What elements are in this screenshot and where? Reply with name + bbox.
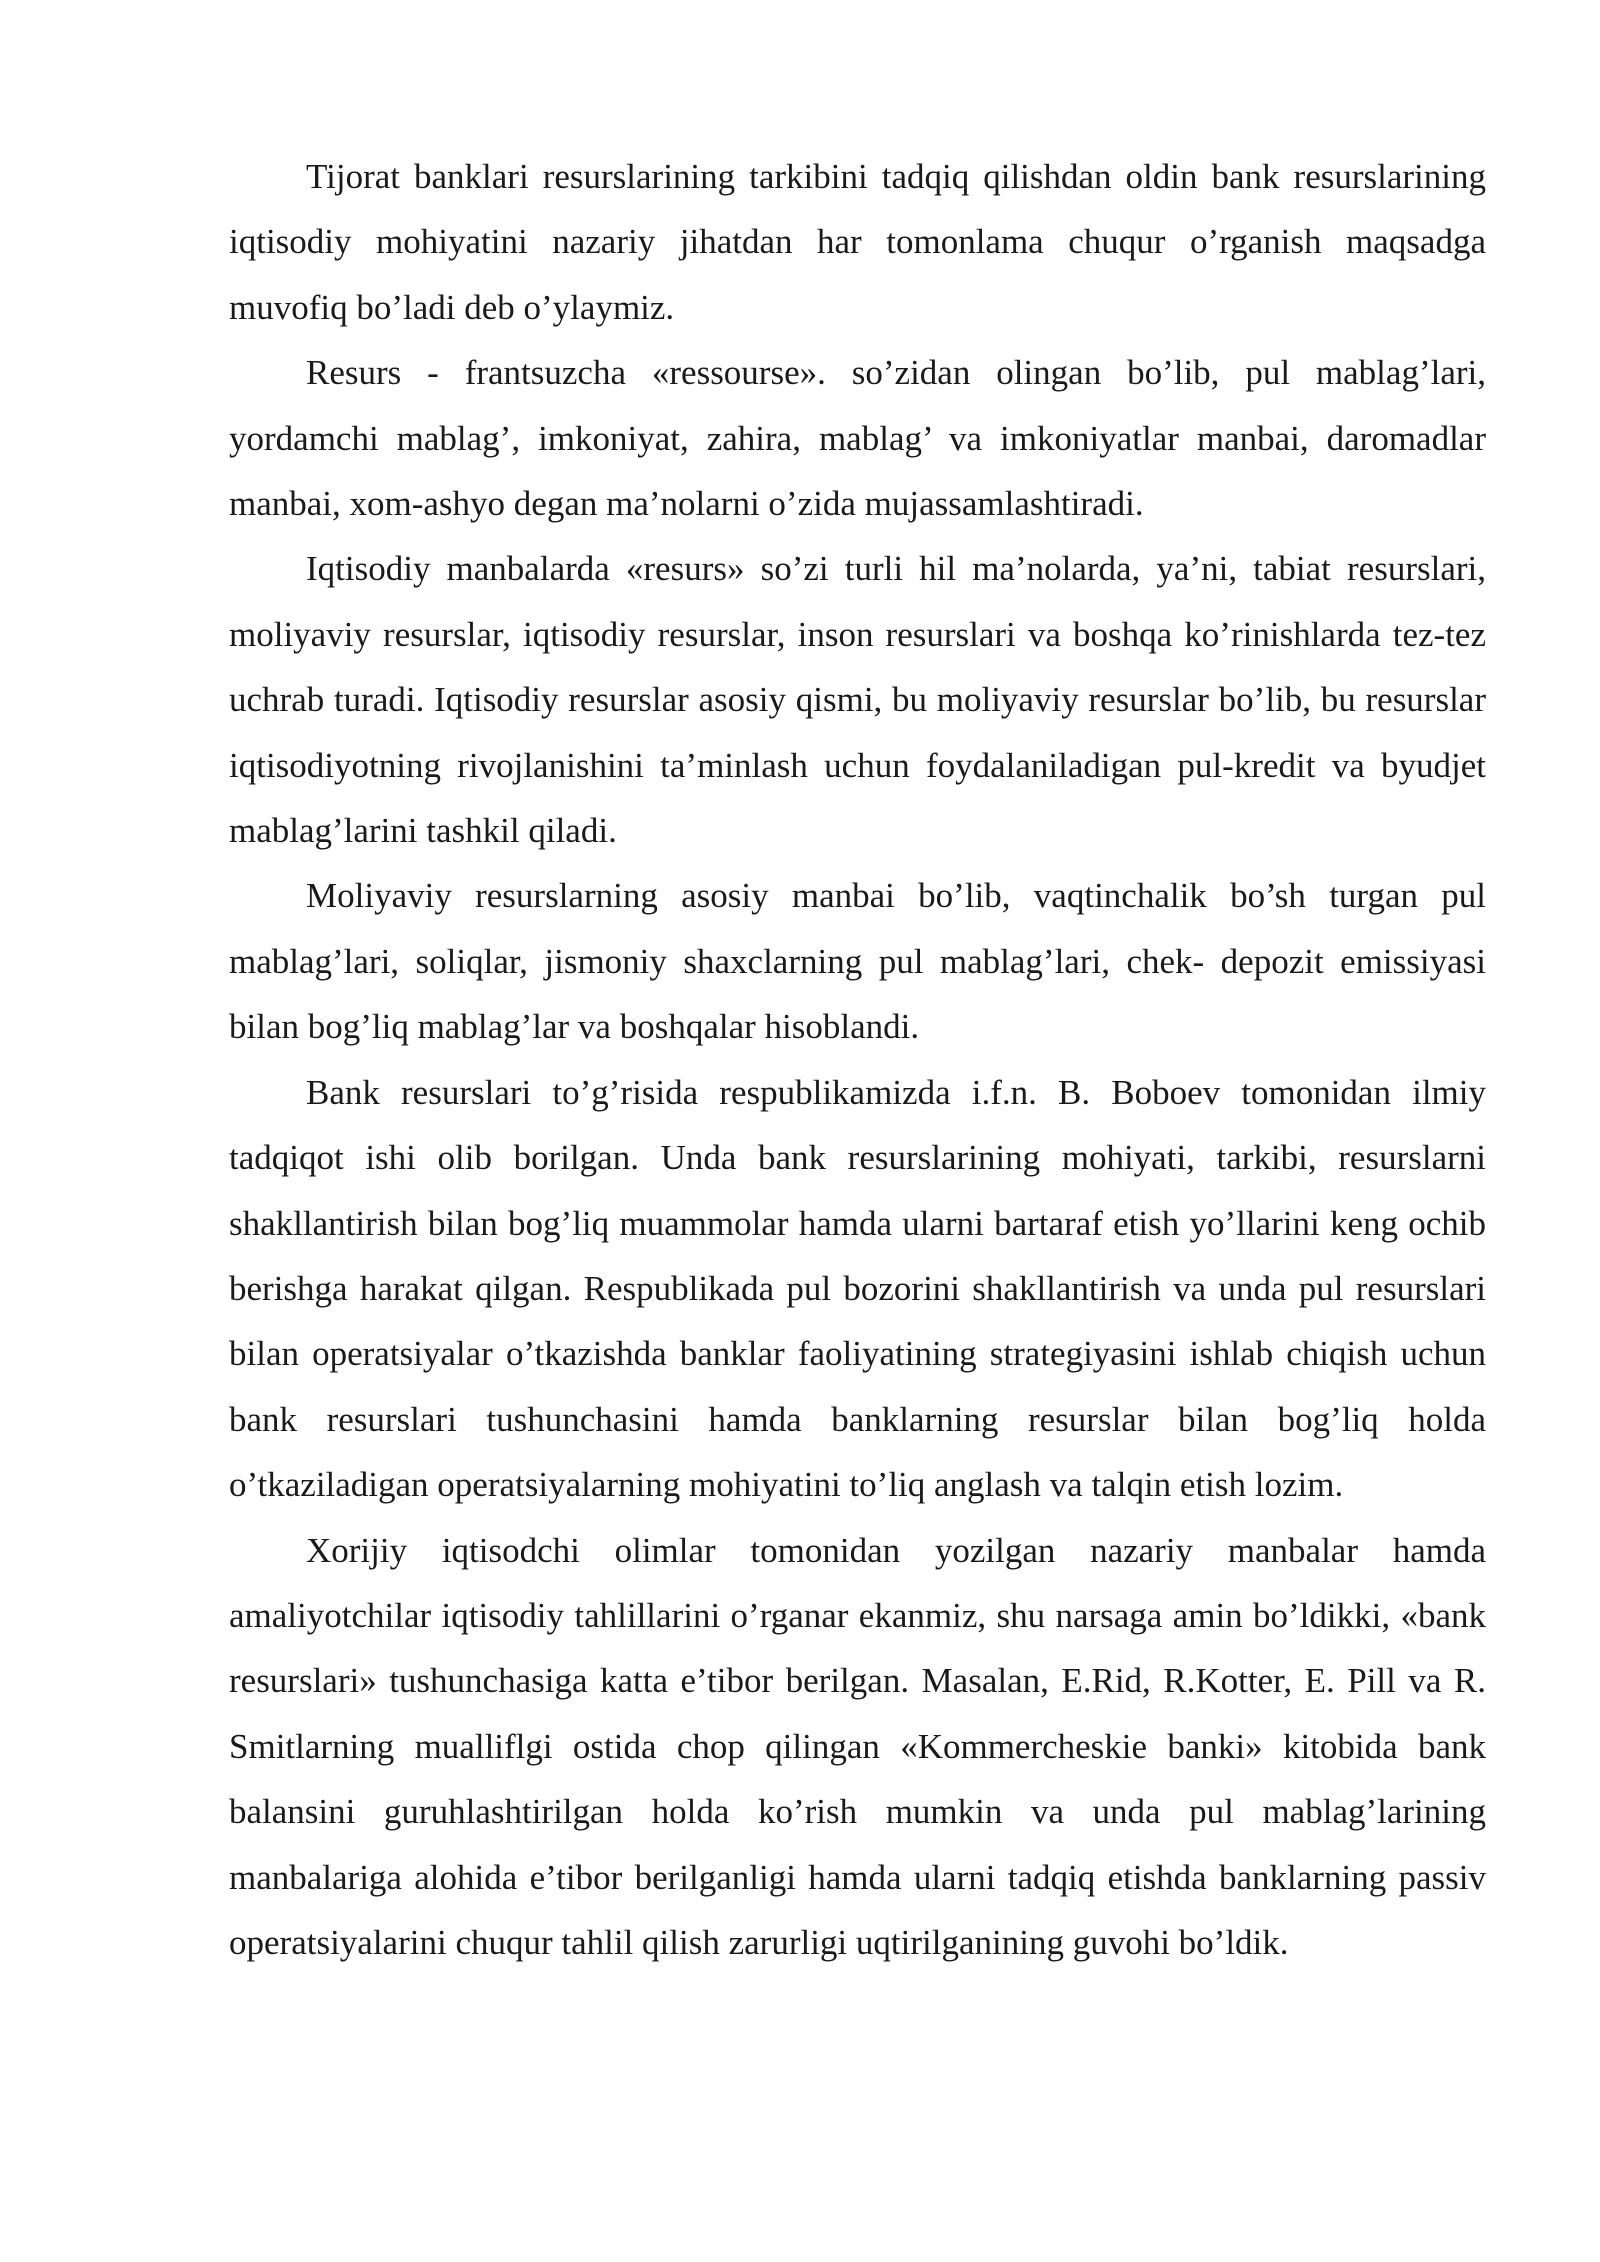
paragraph-1: Tijorat banklari resurslarining tarkibini tadqiq qilishdan oldin bank resurslarining iqtisodiy mohiyatini nazariy jihatdan har tomonlama chuqur o’rganish maqsadga muvofiq bo’ladi deb o’ylaymiz. [229,157,1486,327]
paragraph-3: Iqtisodiy manbalarda «resurs» so’zi turli hil ma’nolarda, ya’ni, tabiat resurslari, moliyaviy resurslar, iqtisodiy resurslar, inson resurslari va boshqa ko’rinishlarda tez-tez uchrab turadi. Iqtisodiy resurslar asosiy qismi, bu moliyaviy resurslar bo’lib, bu resurslar iqtisodiyotning rivojlanishini ta’minlash uchun foydalaniladigan pul-kredit va byudjet mablag’larini tashkil qiladi. [229,549,1486,851]
paragraph-5: Bank resurslari to’g’risida respublikamizda i.f.n. B. Boboev tomonidan ilmiy tadqiqot ishi olib borilgan. Unda bank resurslarining mohiyati, tarkibi, resurslarni shakllantirish bilan bog’liq muammolar hamda ularni bartaraf etish yo’llarini keng ochib berishga harakat qilgan. Respublikada pul bozorini shakllantirish va unda pul resurslari bilan operatsiyalar o’tkazishda banklar faoliyatining strategiyasini ishlab chiqish uchun bank resurslari tushunchasini hamda banklarning resurslar bilan bog’liq holda o’tkaziladigan operatsiyalarning mohiyatini to’liq anglash va talqin etish lozim. [229,1072,1486,1505]
paragraph-2: Resurs - frantsuzcha «ressourse». so’zidan olingan bo’lib, pul mablag’lari, yordamchi mablag’, imkoniyat, zahira, mablag’ va imkoniyatlar manbai, daromadlar manbai, xom-ashyo degan ma’nolarni o’zida mujassamlashtiradi. [229,353,1486,524]
document-body [229,144,1486,1975]
paragraph-4: Moliyaviy resurslarning asosiy manbai bo’lib, vaqtinchalik bo’sh turgan pul mablag’lari, soliqlar, jismoniy shaxclarning pul mablag’lari, chek- depozit emissiyasi bilan bog’liq mablag’lar va boshqalar hisoblandi. [229,876,1486,1047]
paragraph-6: Xorijiy iqtisodchi olimlar tomonidan yozilgan nazariy manbalar hamda amaliyotchilar iqtisodiy tahlillarini o’rganar ekanmiz, shu narsaga amin bo’ldikki, «bank resurslari» tushunchasiga katta e’tibor berilgan. Masalan, E.Rid, R.Kotter, E. Pill va R. Smitlarning mualliflgi ostida chop qilingan «Kommercheskie banki» kitobida bank balansini guruhlashtirilgan holda ko’rish mumkin va unda pul mablag’larining manbalariga alohida e’tibor berilganligi hamda ularni tadqiq etishda banklarning passiv operatsiyalarini chuqur tahlil qilish zarurligi uqtirilganining guvohi bo’ldik. [229,1530,1486,1962]
